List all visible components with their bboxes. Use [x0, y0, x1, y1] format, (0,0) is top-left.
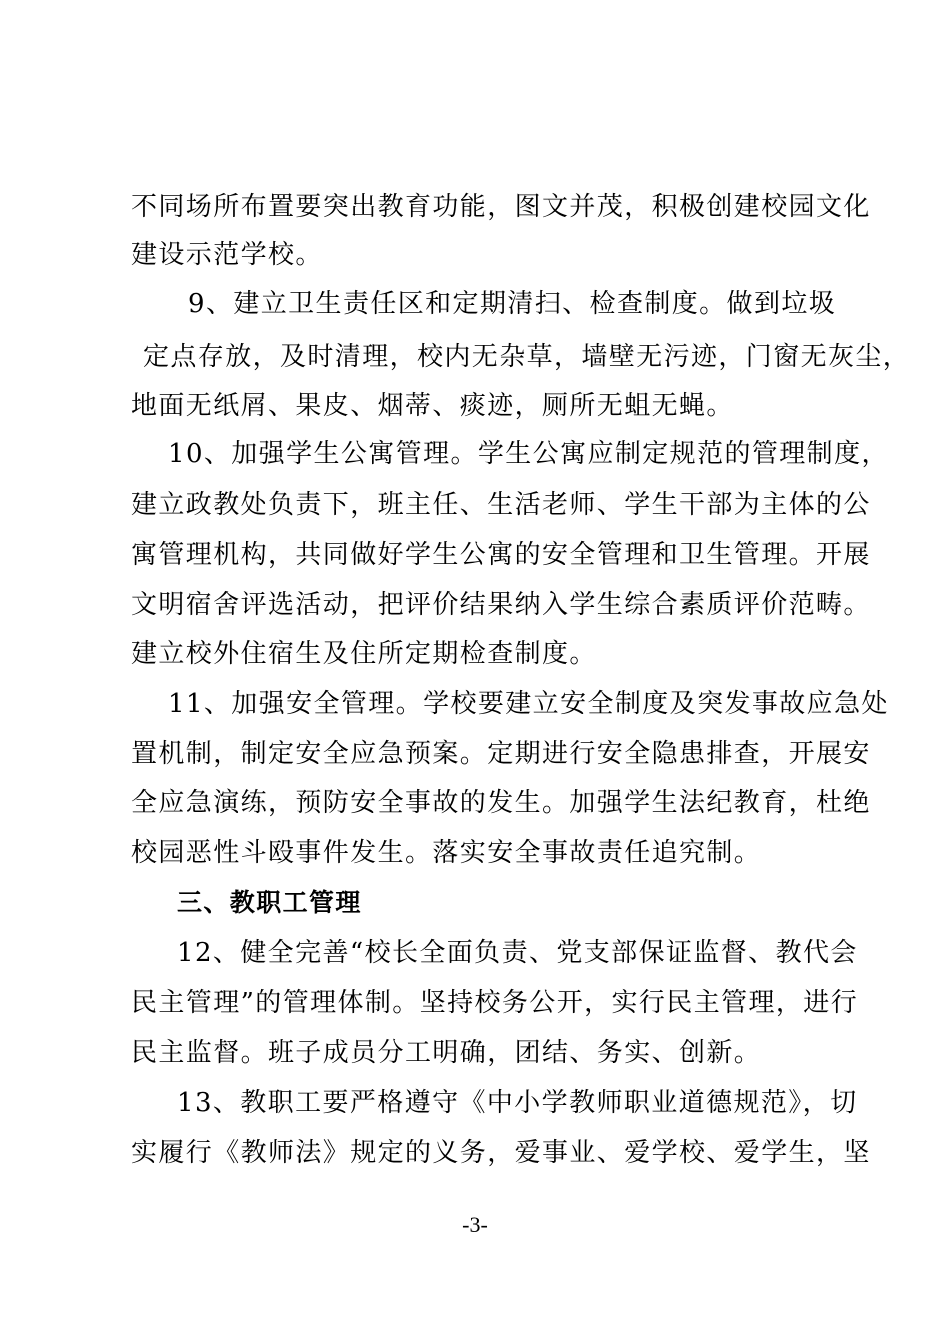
text-line: 不同场所布置要突出教育功能，图文并茂，积极创建校园文化	[131, 192, 871, 222]
text-line: 寓管理机构，共同做好学生公寓的安全管理和卫生管理。开展	[131, 540, 871, 570]
text-line: 置机制，制定安全应急预案。定期进行安全隐患排查，开展安	[131, 739, 871, 769]
text-line: 建立校外住宿生及住所定期检查制度。	[131, 639, 597, 669]
text-line: 全应急演练，预防安全事故的发生。加强学生法纪教育，杜绝	[131, 788, 871, 818]
section-heading: 三、教职工管理	[177, 888, 362, 917]
text-line: 地面无纸屑、果皮、烟蒂、痰迹，厕所无蛆无蝇。	[131, 391, 734, 421]
page-number: -3-	[462, 1212, 488, 1237]
paragraph-11-start: 11、加强安全管理。学校要建立安全制度及突发事故应急处	[168, 689, 889, 719]
paragraph-13-start: 13、教职工要严格遵守《中小学教师职业道德规范》，切	[177, 1088, 858, 1118]
text-line: 建立政教处负责下，班主任、生活老师、学生干部为主体的公	[131, 490, 871, 520]
text-line: 建设示范学校。	[131, 240, 323, 270]
text-line: 实履行《教师法》规定的义务，爱事业、爱学校、爱学生，坚	[131, 1138, 871, 1168]
text-line: 定点存放，及时清理，校内无杂草，墙壁无污迹，门窗无灰尘，	[143, 342, 911, 372]
paragraph-10-start: 10、加强学生公寓管理。学生公寓应制定规范的管理制度，	[168, 439, 889, 469]
paragraph-9-start: 9、建立卫生责任区和定期清扫、检查制度。做到垃圾	[188, 289, 837, 319]
text-line: 民主管理”的管理体制。坚持校务公开，实行民主管理，进行	[131, 988, 859, 1018]
text-line: 民主监督。班子成员分工明确，团结、务实、创新。	[131, 1038, 762, 1068]
text-line: 文明宿舍评选活动，把评价结果纳入学生综合素质评价范畴。	[131, 590, 871, 620]
text-line: 校园恶性斗殴事件发生。落实安全事故责任追究制。	[131, 838, 762, 868]
paragraph-12-start: 12、健全完善“校长全面负责、党支部保证监督、教代会	[177, 938, 858, 968]
